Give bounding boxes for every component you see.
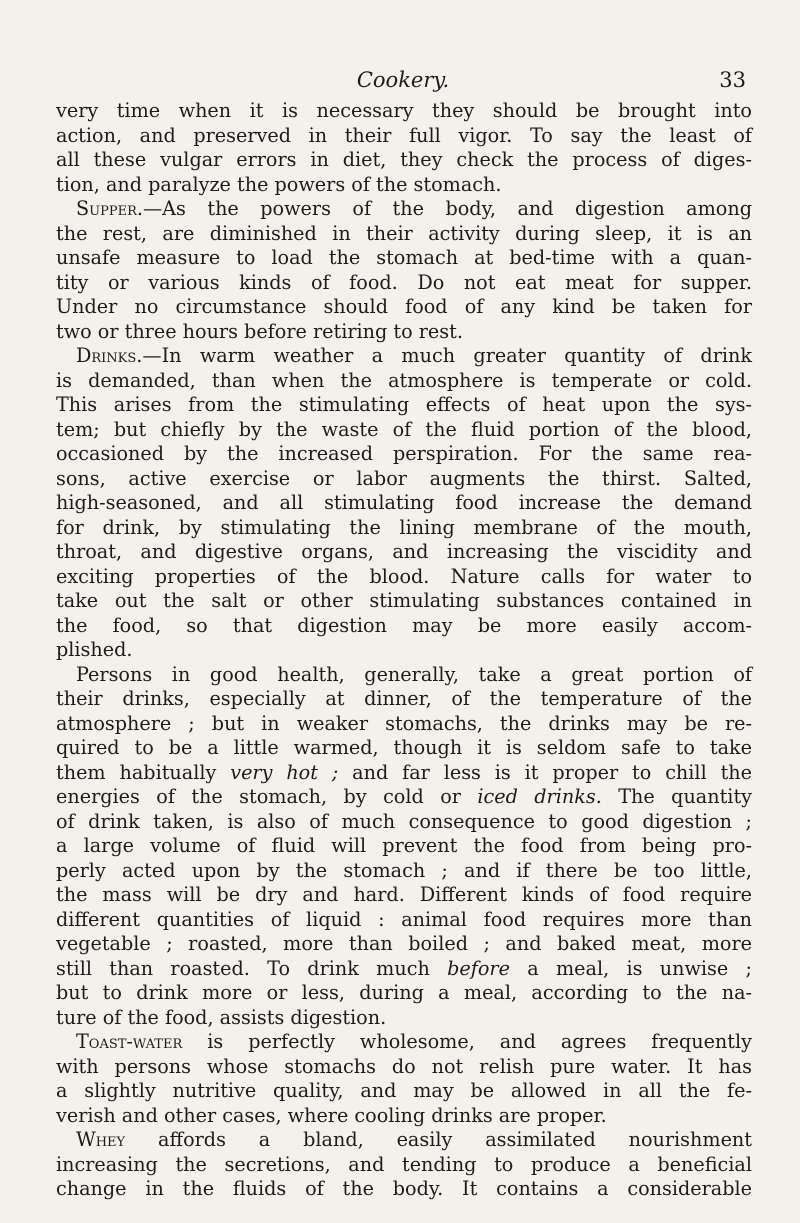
- text-line: Under no circumstance should food of any kind be taken for: [56, 295, 752, 318]
- text-line: high-seasoned, and all stimulating food increase the demand: [56, 491, 752, 514]
- text-line: ture of the food, assists digestion.: [56, 1005, 387, 1029]
- section-heading-whey: Whey: [76, 1128, 126, 1151]
- text-line: is demanded, than when the atmosphere is temperate or cold.: [56, 368, 752, 392]
- section-heading-toast-water: Toast-water: [76, 1030, 183, 1053]
- page-number: 33: [719, 68, 746, 92]
- emphasis-before: before: [447, 956, 510, 980]
- emphasis-iced-drinks: iced drinks.: [477, 785, 602, 808]
- running-head: [60, 68, 746, 98]
- text-line: increasing the secretions, and tending to produce a beneficial: [56, 1152, 752, 1176]
- text-line: for drink, by stimulating the lining membrane of the mouth,: [56, 515, 752, 539]
- text-line: of drink taken, is also of much consequence to good digestion ;: [56, 809, 752, 833]
- text-line: tem; but chiefly by the waste of the fluid portion of the blood,: [56, 417, 752, 441]
- text-line: occasioned by the increased perspiration. For the same rea-: [56, 442, 752, 465]
- text-line: exciting properties of the blood. Nature calls for water to: [56, 564, 752, 588]
- text-line: unsafe measure to load the stomach at bed-time with a quan-: [56, 246, 752, 269]
- text-line: different quantities of liquid : animal food requires more than: [56, 907, 752, 931]
- text-line: a large volume of fluid will prevent the food from being pro-: [56, 834, 752, 857]
- text-line: quired to be a little warmed, though it is seldom safe to take: [56, 736, 752, 759]
- text-line: still than roasted. To drink much before a meal, is unwise ;: [56, 956, 752, 980]
- text-line: This arises from the stimulating effects of heat upon the sys-: [56, 393, 752, 416]
- text-line: tion, and paralyze the powers of the stomach.: [56, 172, 502, 196]
- text-line: plished.: [56, 638, 133, 661]
- text-line: but to drink more or less, during a meal, according to the na-: [56, 981, 752, 1004]
- section-heading-drinks: Drinks.: [76, 344, 143, 367]
- text-line: the rest, are diminished in their activity during sleep, it is an: [56, 221, 752, 245]
- text-line: action, and preserved in their full vigor. To say the least of: [56, 123, 752, 147]
- text-line: atmosphere ; but in weaker stomachs, the drinks may be re-: [56, 711, 752, 735]
- text-line: a slightly nutritive quality, and may be allowed in all the fe-: [56, 1079, 752, 1102]
- text-line: tity or various kinds of food. Do not eat meat for supper.: [56, 270, 752, 294]
- running-title: Cookery.: [356, 68, 450, 92]
- text-line: two or three hours before retiring to rest.: [56, 319, 463, 343]
- section-heading-supper: Supper.: [76, 197, 143, 220]
- text-line: change in the fluids of the body. It contains a considerable: [56, 1177, 752, 1200]
- text-line: the mass will be dry and hard. Different kinds of food require: [56, 883, 752, 906]
- text-line: their drinks, especially at dinner, of the temperature of the: [56, 687, 752, 710]
- text-line: them habitually very hot ; and far less is it proper to chill the: [56, 760, 753, 784]
- text-line: with persons whose stomachs do not relish pure water. It has: [56, 1054, 752, 1078]
- text-line: take out the salt or other stimulating substances contained in: [56, 589, 752, 612]
- text-line: Toast-water is perfectly wholesome, and agrees frequently: [76, 1030, 752, 1053]
- text-line: the food, so that digestion may be more easily accom-: [56, 613, 752, 637]
- text-line: vegetable ; roasted, more than boiled ; and baked meat, more: [56, 932, 752, 955]
- text-line: verish and other cases, where cooling drinks are proper.: [56, 1103, 607, 1127]
- text-line: very time when it is necessary they should be brought into: [56, 99, 752, 122]
- text-line: sons, active exercise or labor augments the thirst. Salted,: [56, 466, 752, 490]
- text-line: Whey affords a bland, easily assimilated nourishment: [76, 1128, 752, 1151]
- text-line: energies of the stomach, by cold or iced drinks. The quantity: [56, 785, 752, 808]
- body-text: [56, 99, 752, 1202]
- text-line: throat, and digestive organs, and increasing the viscidity and: [56, 540, 752, 563]
- text-line: Drinks.—In warm weather a much greater quantity of drink: [76, 344, 752, 367]
- text-line: Supper.—As the powers of the body, and digestion among: [76, 197, 752, 220]
- text-line: perly acted upon by the stomach ; and if there be too little,: [56, 858, 752, 882]
- text-line: all these vulgar errors in diet, they check the process of diges-: [56, 148, 752, 171]
- text-line: Persons in good health, generally, take a great portion of: [76, 662, 752, 686]
- emphasis-very-hot: very hot ;: [230, 760, 339, 784]
